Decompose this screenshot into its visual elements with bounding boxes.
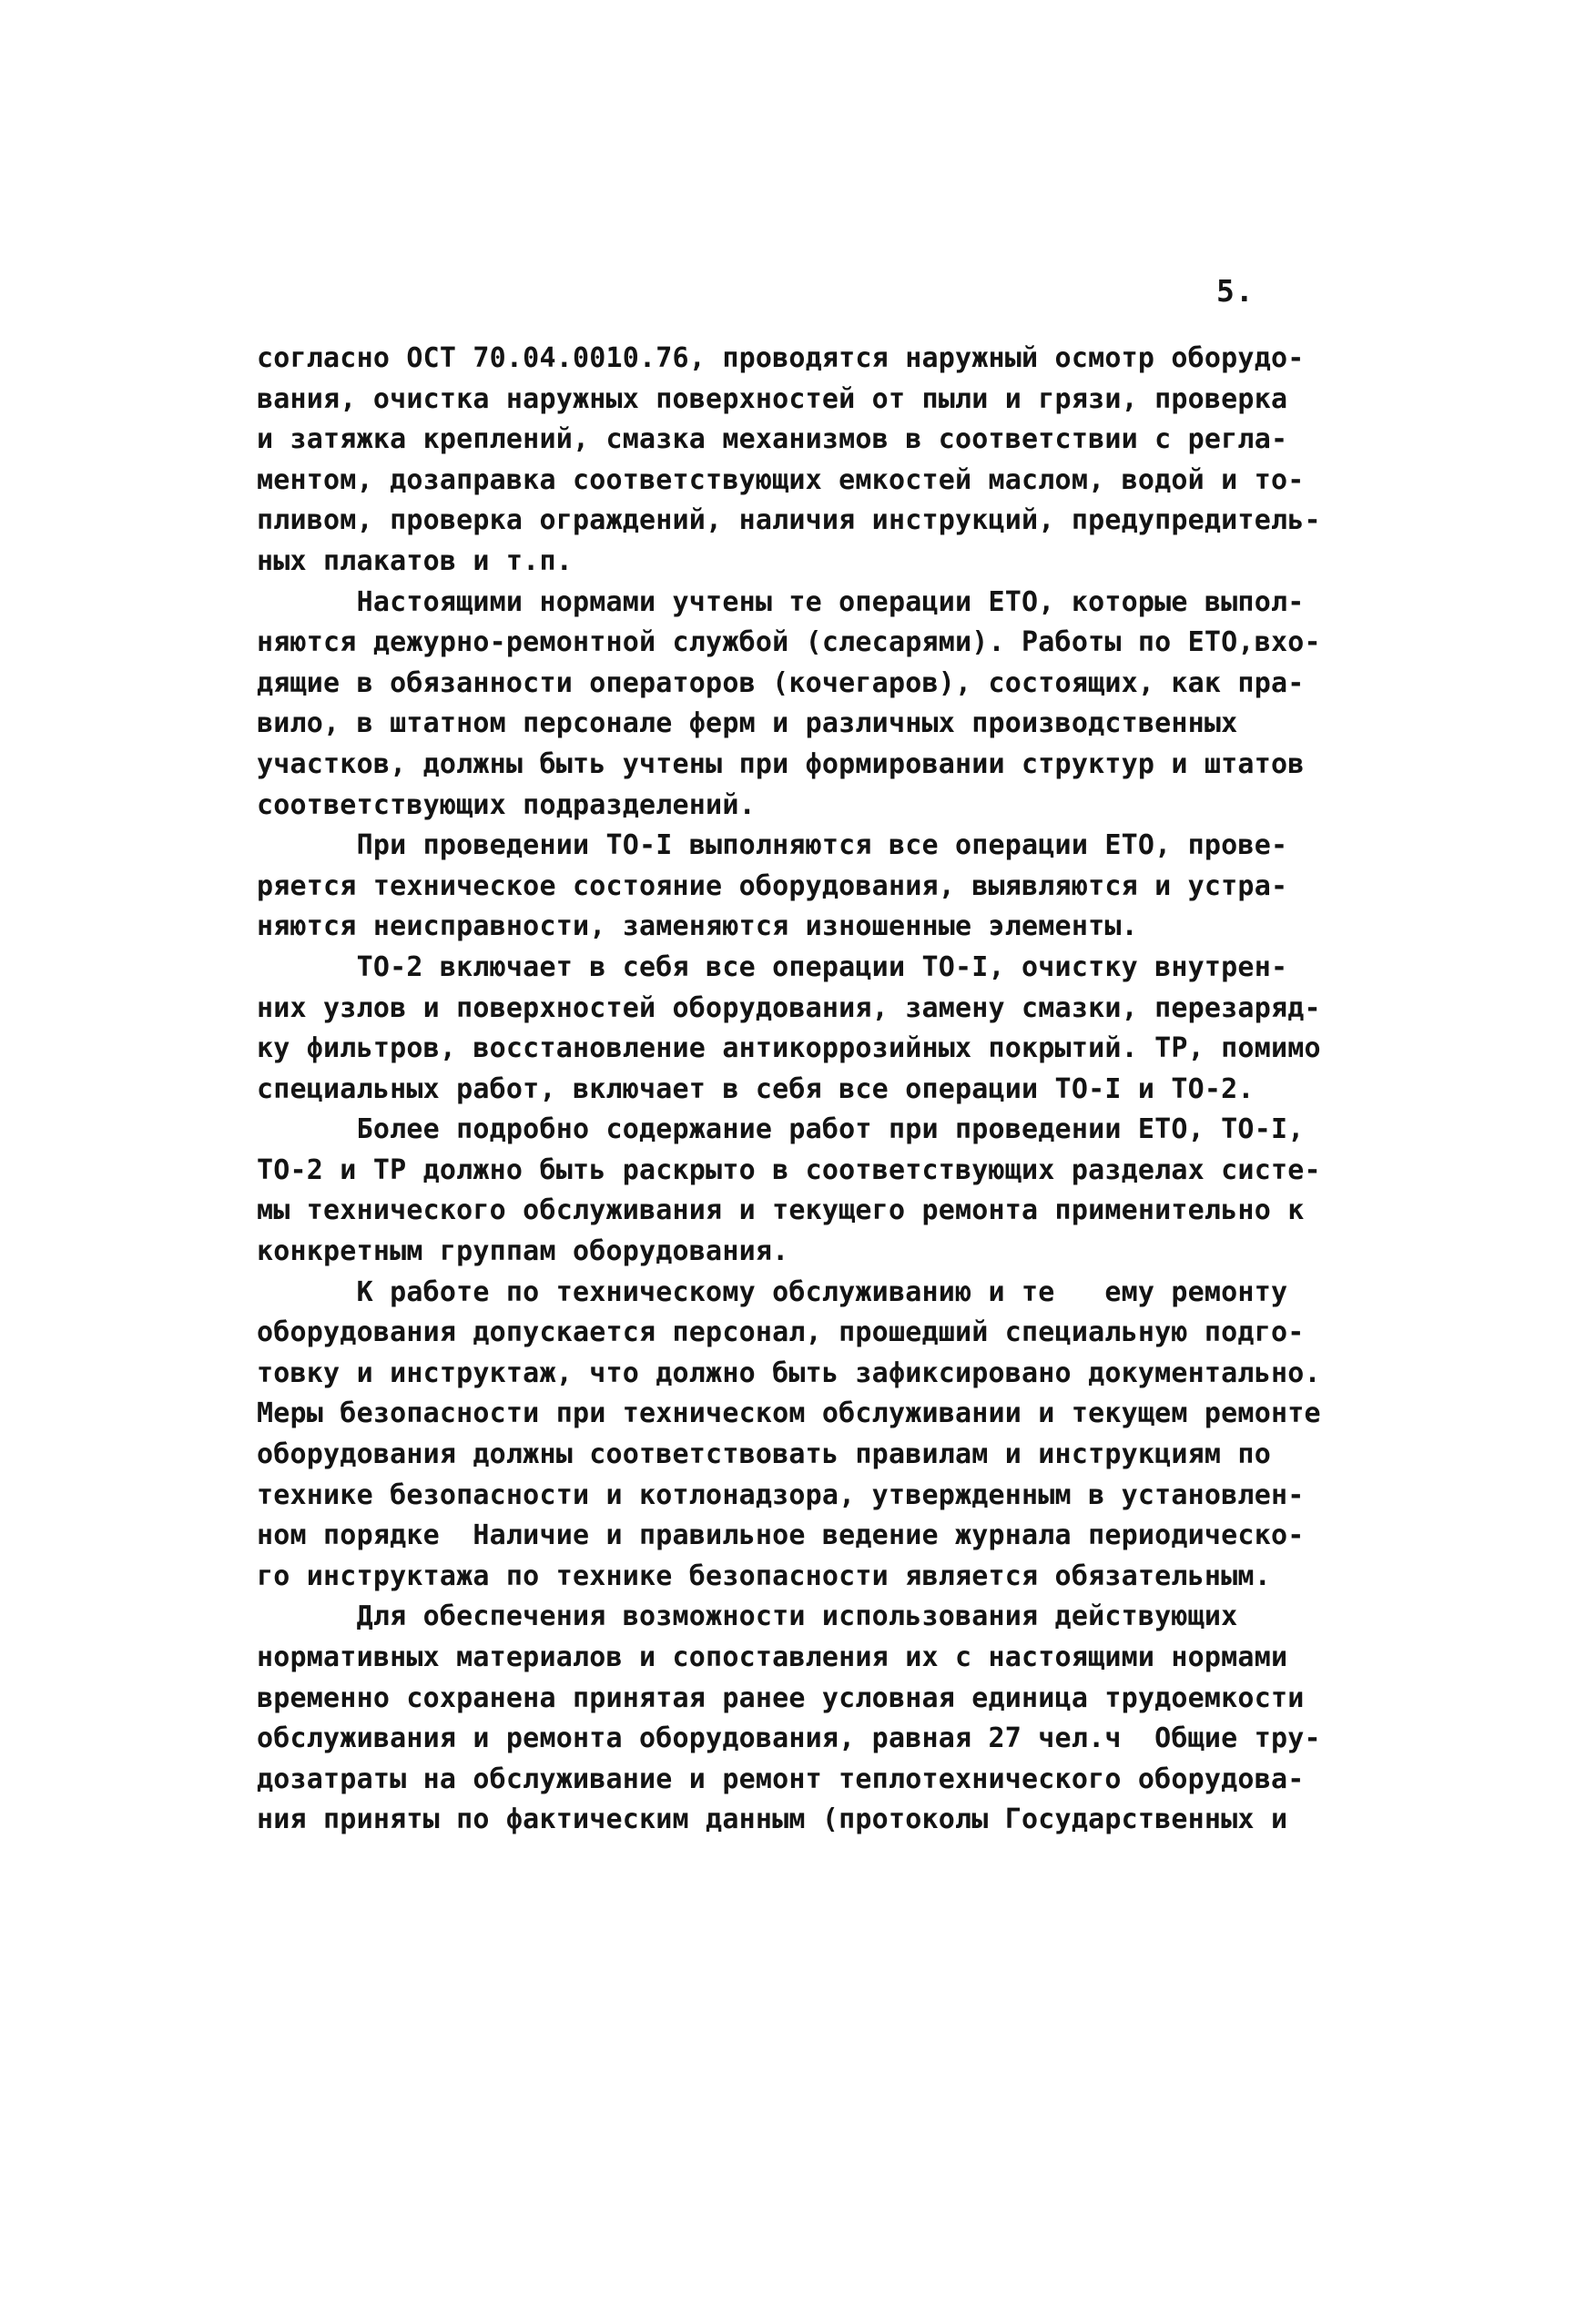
text-line: вило, в штатном персонале ферм и различных производственных — [257, 707, 1238, 740]
text-line: нормативных материалов и сопоставления их с настоящими нормами — [257, 1641, 1288, 1673]
text-line: Более подробно содержание работ при проведении ЕТО, ТО-I, — [257, 1113, 1305, 1146]
text-line: ментом, дозаправка соответствующих емкостей маслом, водой и то- — [257, 463, 1305, 496]
text-line: обслуживания и ремонта оборудования, равная 27 чел.ч Общие тру- — [257, 1722, 1321, 1755]
text-line: дозатраты на обслуживание и ремонт теплотехнического оборудова- — [257, 1763, 1305, 1795]
text-line: ТО-2 и ТР должно быть раскрыто в соответствующих разделах систе- — [257, 1153, 1321, 1186]
text-line: Меры безопасности при техническом обслуживании и текущем ремонте — [257, 1397, 1321, 1430]
text-line: оборудования должны соответствовать правилам и инструкциям по — [257, 1438, 1271, 1471]
text-line: пливом, проверка ограждений, наличия инструкций, предупредитель- — [257, 504, 1321, 537]
text-line: няются дежурно-ремонтной службой (слесарями). Работы по ЕТО,вхо- — [257, 626, 1321, 659]
text-line: Для обеспечения возможности использования действующих — [257, 1600, 1238, 1633]
text-line: К работе по техническому обслуживанию и те ему ремонту — [257, 1275, 1288, 1308]
text-line: оборудования допускается персонал, прошедший специальную подго- — [257, 1316, 1305, 1349]
text-line: ТО-2 включает в себя все операции ТО-I, очистку внутрен- — [257, 950, 1288, 983]
text-line: товку и инструктаж, что должно быть зафиксировано документально. — [257, 1356, 1321, 1389]
text-line: При проведении ТО-I выполняются все операции ЕТО, прове- — [257, 829, 1288, 862]
text-line: ку фильтров, восстановление антикоррозийных покрытий. ТР, помимо — [257, 1032, 1321, 1065]
text-line: ных плакатов и т.п. — [257, 544, 573, 577]
text-line: и затяжка креплений, смазка механизмов в соответствии с регла- — [257, 423, 1288, 456]
body-text — [257, 339, 1386, 1841]
text-line: ряется техническое состояние оборудования, выявляются и устра- — [257, 869, 1288, 902]
text-line: согласно ОСТ 70.04.0010.76, проводятся наружный осмотр оборудо- — [257, 342, 1305, 374]
text-line: дящие в обязанности операторов (кочегаров), состоящих, как пра- — [257, 666, 1305, 699]
text-line: го инструктажа по технике безопасности является обязательным. — [257, 1559, 1271, 1592]
text-line: няются неисправности, заменяются изношенные элементы. — [257, 910, 1138, 943]
text-line: конкретным группам оборудования. — [257, 1235, 789, 1268]
text-line: вания, очистка наружных поверхностей от пыли и грязи, проверка — [257, 382, 1288, 415]
page-number: 5. — [1216, 273, 1255, 309]
text-line: мы технического обслуживания и текущего ремонта применительно к — [257, 1194, 1305, 1227]
text-line: Настоящими нормами учтены те операции ЕТО, которые выпол- — [257, 585, 1305, 618]
text-line: участков, должны быть учтены при формировании структур и штатов — [257, 747, 1305, 780]
text-line: технике безопасности и котлонадзора, утвержденным в установлен- — [257, 1478, 1305, 1511]
text-line: соответствующих подразделений. — [257, 788, 756, 821]
text-line: ном порядке Наличие и правильное ведение журнала периодическо- — [257, 1519, 1305, 1552]
text-line: временно сохранена принятая ранее условная единица трудоемкости — [257, 1681, 1305, 1714]
text-line: специальных работ, включает в себя все операции ТО-I и ТО-2. — [257, 1072, 1255, 1105]
text-line: ния приняты по фактическим данным (протоколы Государственных и — [257, 1803, 1288, 1836]
text-line: них узлов и поверхностей оборудования, замену смазки, перезаряд- — [257, 991, 1321, 1024]
